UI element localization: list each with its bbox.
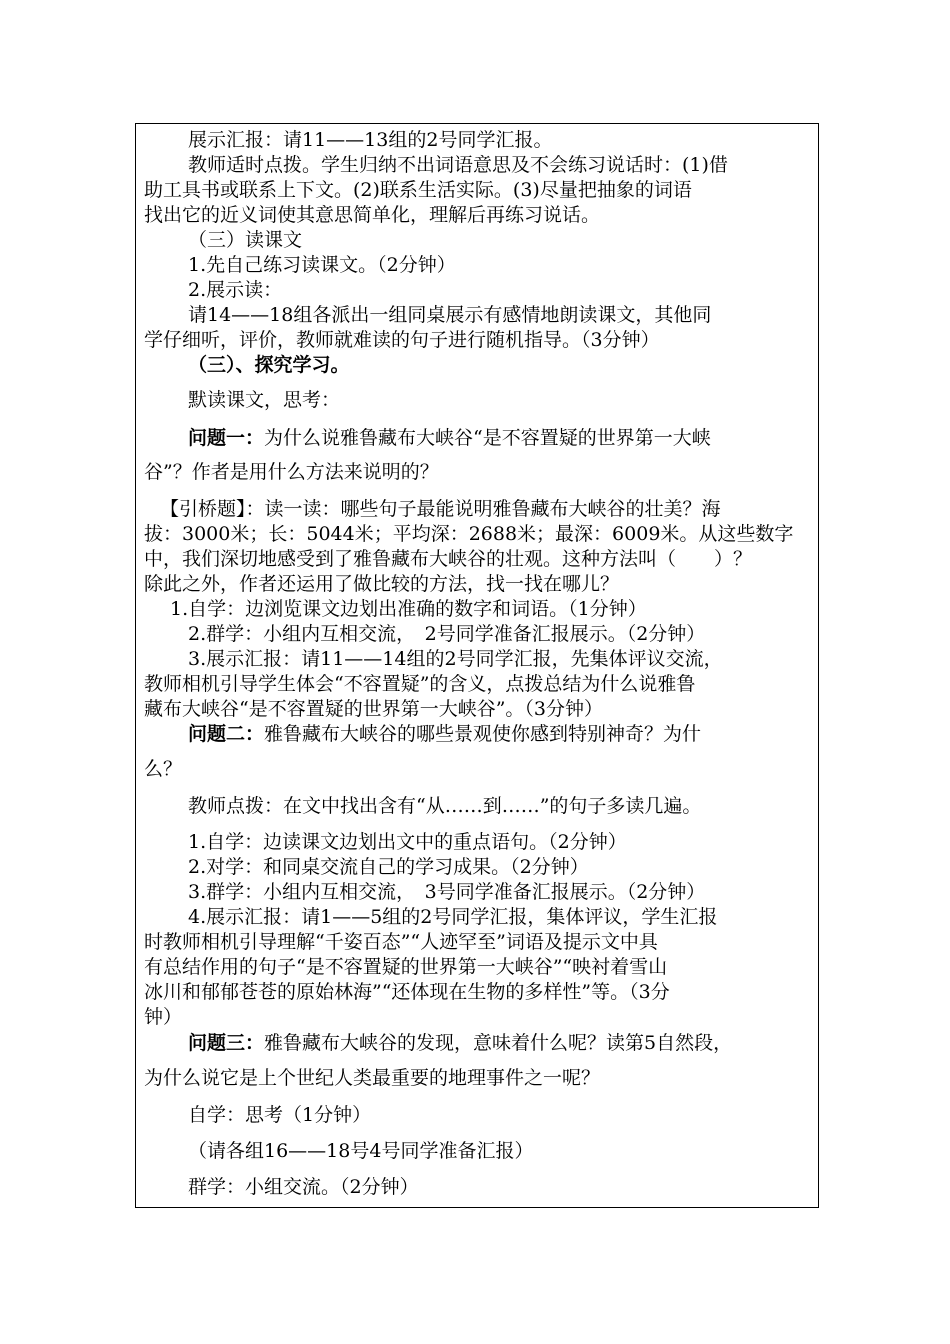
text-line: 3.群学：小组内互相交流， 3号同学准备汇报展示。（2分钟）: [188, 881, 706, 903]
question-line: [144, 722, 812, 747]
text-line: 自学：思考（1分钟）: [188, 1104, 372, 1126]
text-line: 1.先自己练习读课文。（2分钟）: [188, 254, 456, 276]
text-line: 藏布大峡谷“是不容置疑的世界第一大峡谷”。（3分钟）: [144, 698, 604, 720]
text-line: 除此之外，作者还运用了做比较的方法，找一找在哪儿？: [144, 573, 620, 595]
text-line: 教师适时点拨。学生归纳不出词语意思及不会练习说话时：(1)借: [188, 154, 728, 176]
text-line: 默读课文，思考：: [188, 389, 341, 411]
text-line: 学仔细听，评价，教师就难读的句子进行随机指导。（3分钟）: [144, 329, 660, 351]
question-text: 为什么说雅鲁藏布大峡谷“是不容置疑的世界第一大峡: [264, 427, 711, 449]
text-line: 谷”？作者是用什么方法来说明的？: [144, 461, 439, 483]
text-line: 4.展示汇报：请1——5组的2号同学汇报，集体评议，学生汇报: [188, 906, 718, 928]
question-label: 问题三：: [188, 1032, 265, 1054]
text-line: 为什么说它是上个世纪人类最重要的地理事件之一呢？: [144, 1067, 601, 1089]
text-line: 钟）: [144, 1006, 183, 1028]
text-line: 找出它的近义词使其意思简单化，理解后再练习说话。: [144, 204, 601, 226]
text-line: 群学：小组交流。（2分钟）: [188, 1176, 419, 1198]
text-line: 教师相机引导学生体会“不容置疑”的含义，点拨总结为什么说雅鲁: [144, 673, 696, 695]
bridge-text: ：读一读：哪些句子最能说明雅鲁藏布大峡谷的壮美？海: [245, 498, 721, 520]
text-line: 2.展示读：: [188, 279, 283, 301]
text-line: 么？: [144, 758, 183, 780]
question-label: 问题二：: [188, 723, 265, 745]
text-line: 拔：3000米；长：5044米；平均深：2688米；最深：6009米。从这些数字: [144, 523, 794, 545]
text-line: 请14——18组各派出一组同桌展示有感情地朗读课文，其他同: [188, 304, 712, 326]
section-heading: （三）读课文: [188, 229, 303, 251]
text-line: 2.群学：小组内互相交流， 2号同学准备汇报展示。（2分钟）: [188, 623, 706, 645]
question-line: [144, 426, 812, 451]
section-heading: （三）、探究学习。: [188, 354, 350, 376]
text-line: 展示汇报：请11——13组的2号同学汇报。: [188, 129, 553, 151]
question-label: 问题一：: [188, 427, 265, 449]
text-line: 2.对学：和同桌交流自己的学习成果。（2分钟）: [188, 856, 589, 878]
text-line: 教师点拨：在文中找出含有“从……到……”的句子多读几遍。: [188, 795, 702, 817]
text-line: 有总结作用的句子“是不容置疑的世界第一大峡谷”“映衬着雪山: [144, 956, 668, 978]
text-line: 3.展示汇报：请11——14组的2号同学汇报，先集体评议交流，: [188, 648, 723, 670]
text-line: 中，我们深切地感受到了雅鲁藏布大峡谷的壮观。这种方法叫（ ）？: [144, 548, 753, 570]
text-line: 助工具书或联系上下文。(2)联系生活实际。(3)尽量把抽象的词语: [144, 179, 692, 201]
bridge-label: 【引桥题】: [160, 498, 246, 520]
text-line: 1.自学：边读课文边划出文中的重点语句。（2分钟）: [188, 831, 627, 853]
bridge-question-line: [144, 497, 812, 522]
text-line: 1.自学：边浏览课文边划出准确的数字和词语。（1分钟）: [170, 598, 647, 620]
question-line: [144, 1031, 812, 1056]
text-line: （请各组16——18号4号同学准备汇报）: [188, 1140, 534, 1162]
text-line: 冰川和郁郁苍苍的原始林海”“还体现在生物的多样性”等。（3分: [144, 981, 670, 1003]
text-line: 时教师相机引导理解“千姿百态”“人迹罕至”词语及提示文中具: [144, 931, 658, 953]
question-text: 雅鲁藏布大峡谷的哪些景观使你感到特别神奇？为什: [264, 723, 702, 745]
question-text: 雅鲁藏布大峡谷的发现，意味着什么呢？读第5自然段，: [264, 1032, 733, 1054]
